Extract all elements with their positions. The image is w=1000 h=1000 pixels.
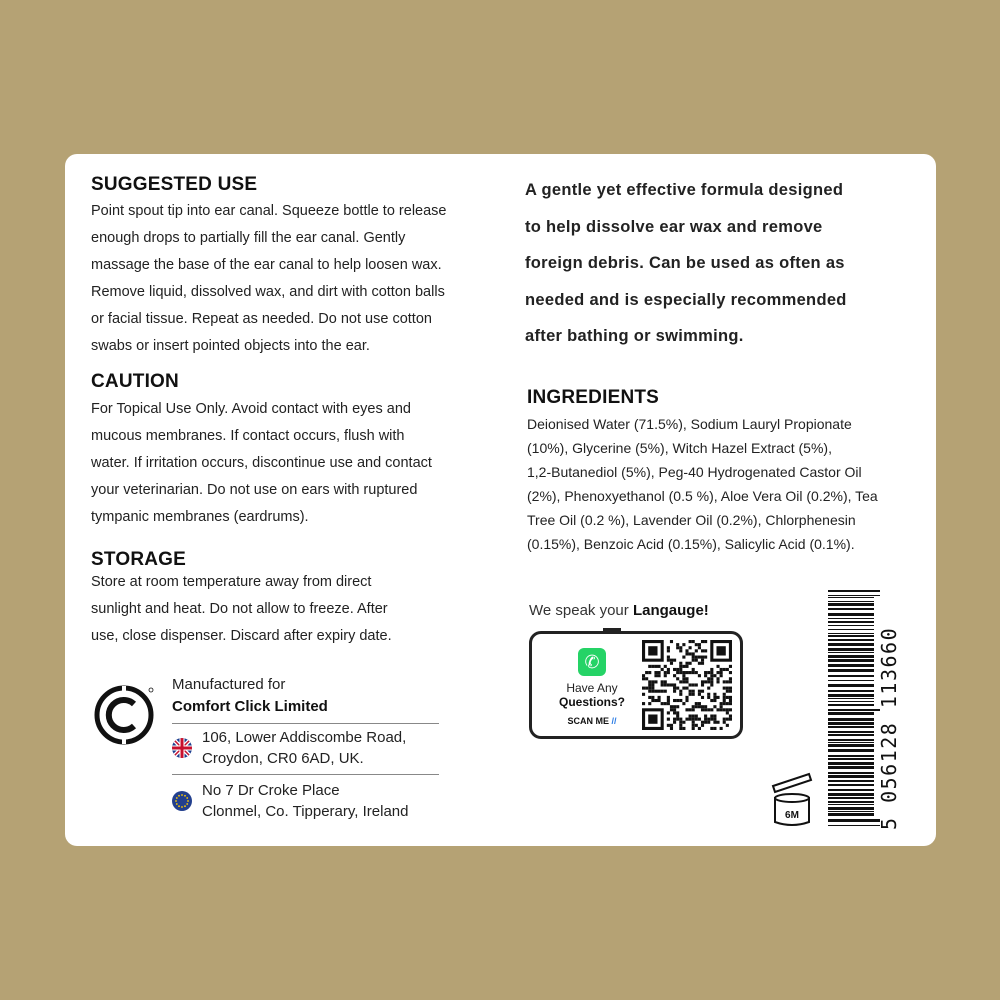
divider — [172, 723, 439, 724]
barcode-bar — [828, 625, 874, 626]
ingredients-line: 1,2-Butanediol (5%), Peg-40 Hydrogenated Castor Oil — [527, 464, 862, 480]
barcode-bar — [828, 722, 874, 725]
scan-me-text — [532, 716, 652, 726]
ingredients-text — [527, 412, 897, 556]
barcode-bar — [828, 825, 880, 826]
whatsapp-icon: ✆ — [578, 648, 606, 676]
caution-line: water. If irritation occurs, discontinue use and contact — [91, 455, 432, 471]
caution-line: your veterinarian. Do not use on ears with ruptured — [91, 482, 418, 498]
barcode-bar — [828, 659, 874, 662]
barcode-bar — [828, 739, 874, 741]
barcode-bar — [828, 680, 874, 681]
speak-prefix: We speak your — [529, 602, 633, 619]
barcode-bar — [828, 780, 874, 782]
uk-address — [202, 727, 406, 769]
product-description — [525, 172, 915, 355]
storage-line: sunlight and heat. Do not allow to freeze. After — [91, 601, 388, 617]
eu-address — [202, 780, 408, 822]
barcode-bar — [828, 766, 874, 769]
description-line: to help dissolve ear wax and remove — [525, 217, 823, 236]
barcode-bar — [828, 595, 880, 596]
barcode-bar — [828, 718, 874, 721]
barcode-bar — [828, 801, 874, 803]
barcode-bar — [828, 804, 874, 805]
barcode-bar — [828, 698, 874, 699]
barcode-bar — [828, 742, 874, 743]
speak-language-text — [529, 602, 709, 619]
storage-line: Store at room temperature away from direct — [91, 574, 372, 590]
barcode-bar — [828, 621, 874, 623]
qr-code-icon[interactable] — [642, 640, 732, 730]
barcode-bar — [828, 635, 874, 637]
barcode-bar — [828, 758, 874, 760]
barcode-bar — [828, 694, 874, 697]
ingredients-line: (10%), Glycerine (5%), Witch Hazel Extract (5%), — [527, 440, 832, 456]
suggested-use-line: Point spout tip into ear canal. Squeeze bottle to release — [91, 203, 447, 219]
eu-flag-icon — [172, 791, 192, 811]
barcode-bar — [828, 597, 874, 598]
caution-heading: CAUTION — [91, 371, 179, 392]
caution-line: tympanic membranes (eardrums). — [91, 509, 309, 525]
barcode-bar — [828, 629, 874, 630]
storage-text — [91, 569, 511, 650]
barcode-number: 5 056128 113660 — [877, 626, 901, 830]
description-line: foreign debris. Can be used as often as — [525, 254, 845, 272]
barcode-bar — [828, 731, 874, 733]
uk-flag-icon — [172, 738, 192, 758]
barcode-bar — [828, 601, 874, 602]
barcode-bar — [828, 608, 874, 610]
caution-line: mucous membranes. If contact occurs, flush with — [91, 428, 405, 444]
barcode-bar — [828, 655, 874, 658]
barcode-bar — [828, 639, 874, 641]
barcode-bar — [828, 807, 874, 810]
barcode-bar — [828, 811, 874, 812]
barcode-bar — [828, 684, 874, 687]
whatsapp-qr-card[interactable] — [529, 631, 743, 739]
barcode-bar — [828, 797, 874, 799]
storage-line: use, close dispenser. Discard after expiry date. — [91, 628, 392, 644]
ingredients-line: Deionised Water (71.5%), Sodium Lauryl Propionate — [527, 416, 852, 432]
suggested-use-line: swabs or insert pointed objects into the ear. — [91, 338, 370, 354]
barcode-bar — [828, 762, 874, 765]
suggested-use-line: Remove liquid, dissolved wax, and dirt with cotton balls — [91, 284, 445, 300]
product-label — [65, 154, 936, 846]
scan-mark: // — [611, 716, 617, 726]
barcode-bar — [828, 613, 874, 616]
ingredients-heading: INGREDIENTS — [527, 387, 660, 408]
period-after-opening-icon — [767, 772, 817, 830]
barcode-bar — [828, 648, 874, 651]
ingredients-line: (0.15%), Benzoic Acid (0.15%), Salicylic Acid (0.1%). — [527, 536, 855, 552]
caution-text — [91, 396, 511, 531]
questions-text: Questions? — [558, 695, 625, 709]
description-line: needed and is especially recommended — [525, 290, 847, 309]
barcode-bar — [828, 590, 880, 592]
address-line: Croydon, CR0 6AD, UK. — [202, 750, 364, 767]
barcode-bar — [828, 669, 874, 672]
barcode-bar — [828, 749, 874, 752]
barcode-bar — [828, 652, 874, 653]
company-name: Comfort Click Limited — [172, 698, 328, 715]
barcode-bar — [828, 643, 874, 646]
address-line: Clonmel, Co. Tipperary, Ireland — [202, 803, 409, 820]
barcode-bar — [828, 813, 874, 816]
caution-line: For Topical Use Only. Avoid contact with eyes and — [91, 401, 411, 417]
barcode-bar — [828, 755, 874, 757]
barcode-bar — [828, 701, 874, 702]
barcode-bar — [828, 789, 874, 791]
barcode-bar — [828, 712, 874, 715]
ingredients-line: Tree Oil (0.2 %), Lavender Oil (0.2%), Chlorphenesin — [527, 512, 856, 528]
barcode-bar — [828, 775, 874, 778]
scan-me-label: SCAN ME — [567, 716, 609, 726]
suggested-use-line: massage the base of the ear canal to help loosen wax. — [91, 257, 442, 273]
ingredients-line: (2%), Phenoxyethanol (0.5 %), Aloe Vera Oil (0.2%), Tea — [527, 488, 878, 504]
barcode-bar — [828, 618, 874, 619]
barcode-bar — [828, 772, 874, 774]
barcode-bar — [828, 603, 874, 606]
barcode-bar — [828, 690, 874, 692]
card-notch — [560, 736, 610, 739]
barcode-bar — [828, 784, 874, 786]
description-line: A gentle yet effective formula designed — [525, 181, 844, 199]
comfort-click-logo-icon — [93, 684, 155, 746]
address-line: 106, Lower Addiscombe Road, — [202, 729, 407, 746]
barcode-bar — [828, 819, 880, 822]
suggested-use-text — [91, 198, 511, 360]
description-line: after bathing or swimming. — [525, 327, 744, 345]
barcode-bar — [828, 704, 874, 706]
barcode-bar — [828, 664, 874, 667]
manufactured-for-label: Manufactured for — [172, 676, 286, 693]
suggested-use-line: or facial tissue. Repeat as needed. Do not use cotton — [91, 311, 432, 327]
storage-heading: STORAGE — [91, 549, 187, 570]
speak-bold: Langauge! — [632, 602, 709, 619]
address-line: No 7 Dr Croke Place — [202, 782, 340, 799]
suggested-use-line: enough drops to partially fill the ear canal. Gently — [91, 230, 406, 246]
divider — [172, 774, 439, 775]
barcode-bar — [828, 633, 874, 634]
suggested-use-heading: SUGGESTED USE — [91, 174, 258, 195]
barcode-bar — [828, 726, 874, 728]
have-any-text: Have Any — [566, 681, 618, 695]
barcode-bar — [828, 734, 874, 736]
barcode-bar — [828, 744, 874, 747]
barcode-bar — [828, 675, 874, 677]
barcode-bar — [828, 793, 874, 796]
pao-label: 6M — [785, 810, 799, 821]
barcode-bar — [828, 709, 880, 711]
